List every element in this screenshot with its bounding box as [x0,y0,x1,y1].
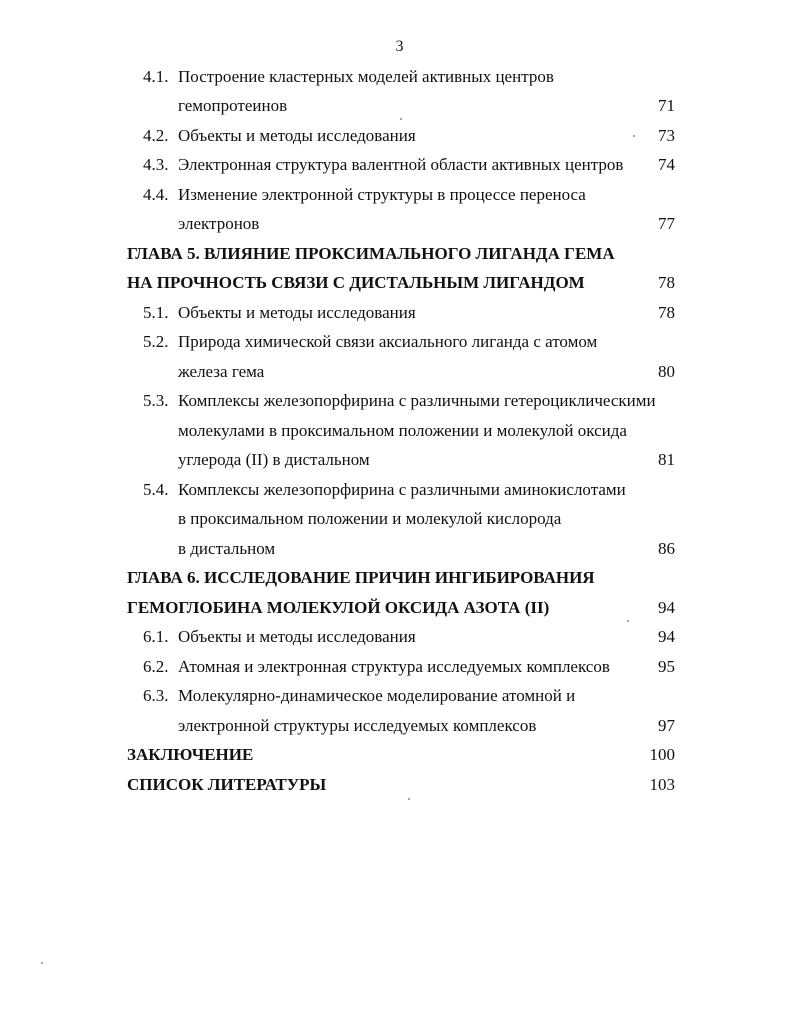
section-title-cont: в проксимальном положении и молекулой кислорода [178,509,562,528]
section-number: 6.1. [143,627,169,646]
section-number: 6.2. [143,657,169,676]
page-ref: 80 [658,362,675,381]
page-ref: 71 [658,96,675,115]
page-ref: 94 [658,598,675,617]
section-title-cont: молекулами в проксимальном положении и молекулой оксида [178,421,627,440]
page-ref: 86 [658,539,675,558]
section-title: Объекты и методы исследования [178,126,416,145]
chapter-title: ЗАКЛЮЧЕНИЕ [127,745,254,764]
page-ref: 81 [658,450,675,469]
section-number: 4.3. [143,155,169,174]
section-number: 6.3. [143,686,169,705]
page-ref: 77 [658,214,675,233]
section-number: 4.1. [143,67,169,86]
section-title-cont: гемопротеинов [178,96,288,115]
section-title-cont: углерода (II) в дистальном [178,450,370,469]
section-title: Комплексы железопорфирина с различными гетероциклическими [178,391,656,410]
section-title-cont: железа гема [178,362,265,381]
section-title-cont: электронов [178,214,260,233]
section-number: 5.1. [143,303,169,322]
section-title: Объекты и методы исследования [178,627,416,646]
section-title-cont: в дистальном [178,539,276,558]
section-title: Комплексы железопорфирина с различными аминокислотами [178,480,626,499]
page-ref: 73 [658,126,675,145]
chapter-title: СПИСОК ЛИТЕРАТУРЫ [127,775,327,794]
section-number: 5.2. [143,332,169,351]
section-title: Объекты и методы исследования [178,303,416,322]
section-number: 5.3. [143,391,169,410]
section-title: Атомная и электронная структура исследуемых комплексов [178,657,610,676]
page-ref: 78 [658,273,675,292]
scan-speck [408,798,410,800]
chapter-title: ГЛАВА 5. ВЛИЯНИЕ ПРОКСИМАЛЬНОГО ЛИГАНДА ГЕМА [127,244,615,263]
section-title-cont: электронной структуры исследуемых комплексов [178,716,537,735]
scan-speck [633,135,635,137]
chapter-title: ГЛАВА 6. ИССЛЕДОВАНИЕ ПРИЧИН ИНГИБИРОВАНИЯ [127,568,595,587]
page-ref: 95 [658,657,675,676]
section-title: Изменение электронной структуры в процессе переноса [178,185,586,204]
section-title: Молекулярно-динамическое моделирование атомной и [178,686,576,705]
page-ref: 103 [649,775,675,794]
section-number: 5.4. [143,480,169,499]
section-title: Природа химической связи аксиального лиганда с атомом [178,332,598,351]
page-ref: 100 [649,745,675,764]
scan-speck [627,620,629,622]
section-title: Электронная структура валентной области активных центров [178,155,624,174]
scan-speck [41,962,43,964]
chapter-title-cont: НА ПРОЧНОСТЬ СВЯЗИ С ДИСТАЛЬНЫМ ЛИГАНДОМ [127,273,585,292]
section-title: Построение кластерных моделей активных центров [178,67,554,86]
section-number: 4.4. [143,185,169,204]
section-number: 4.2. [143,126,169,145]
page-ref: 94 [658,627,675,646]
chapter-title-cont: ГЕМОГЛОБИНА МОЛЕКУЛОЙ ОКСИДА АЗОТА (II) [127,598,550,617]
page-ref: 78 [658,303,675,322]
page-ref: 97 [658,716,675,735]
page-ref: 74 [658,155,675,174]
page-number: 3 [395,38,404,55]
scan-speck [400,118,402,120]
